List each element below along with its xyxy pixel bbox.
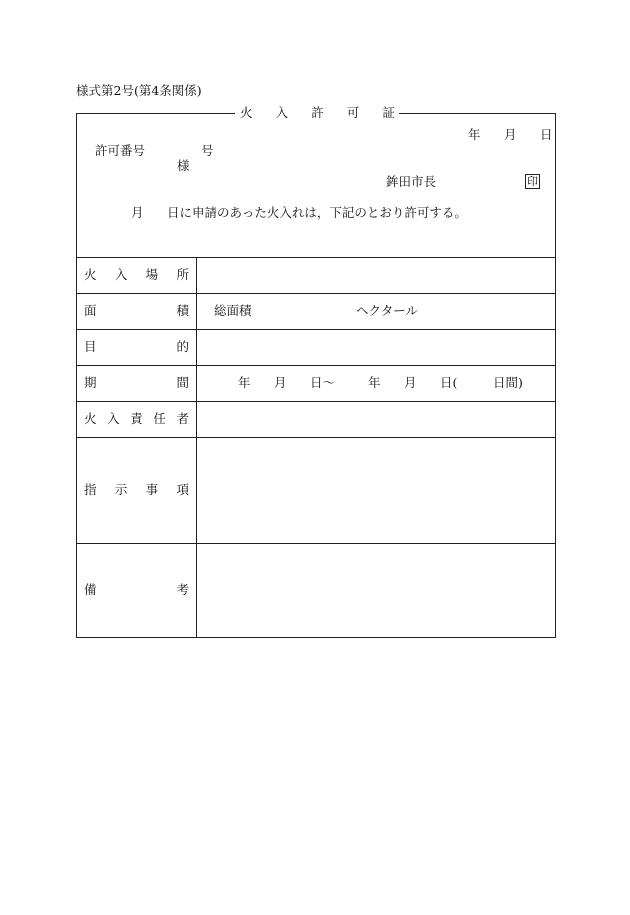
label-burn-place: 火 入 場 所 [84, 267, 189, 282]
label-responsible-person: 火 入 責 任 者 [84, 411, 189, 426]
column-divider [196, 257, 197, 638]
title-char: 火 [240, 105, 253, 120]
row-divider [76, 329, 556, 330]
addressee-honorific: 様 [177, 158, 190, 173]
label-instructions: 指 示 事 項 [84, 482, 189, 497]
row-divider [76, 365, 556, 366]
period-end-day: 日( [440, 375, 458, 390]
form-title [240, 107, 395, 120]
area-unit: ヘクタール [356, 303, 419, 318]
issuer-name: 鉾田市長 [386, 174, 437, 189]
label-remarks: 備 考 [84, 582, 189, 597]
label-area: 面 積 [84, 303, 189, 318]
statement-text: 日に申請のあった火入れは，下記のとおり許可する。 [167, 205, 467, 220]
period-start-day: 日〜 [310, 375, 336, 390]
date-day: 日 [540, 127, 553, 142]
permit-number-label: 許可番号 [95, 143, 146, 158]
row-divider [76, 543, 556, 544]
title-char: 許 [311, 105, 324, 120]
row-divider [76, 293, 556, 294]
row-divider [76, 437, 556, 438]
period-start-month: 月 [274, 375, 287, 390]
title-char: 可 [346, 105, 360, 120]
period-days: 日間) [493, 375, 523, 390]
statement-month: 月 [131, 205, 144, 220]
date-year: 年 [468, 127, 481, 142]
title-char: 証 [382, 105, 395, 120]
row-divider [76, 257, 556, 258]
title-char: 入 [275, 105, 289, 120]
label-purpose: 目 的 [84, 339, 189, 354]
row-divider [76, 401, 556, 402]
period-end-year: 年 [368, 375, 381, 390]
seal-mark [525, 174, 540, 189]
seal-char: 印 [527, 175, 538, 188]
label-period: 期 間 [84, 375, 189, 390]
total-area-label: 総面積 [214, 303, 252, 318]
period-start-year: 年 [238, 375, 251, 390]
permit-number-suffix: 号 [201, 143, 214, 158]
period-end-month: 月 [404, 375, 417, 390]
form-number-label: 様式第2号(第4条関係) [76, 83, 202, 98]
date-month: 月 [504, 127, 517, 142]
